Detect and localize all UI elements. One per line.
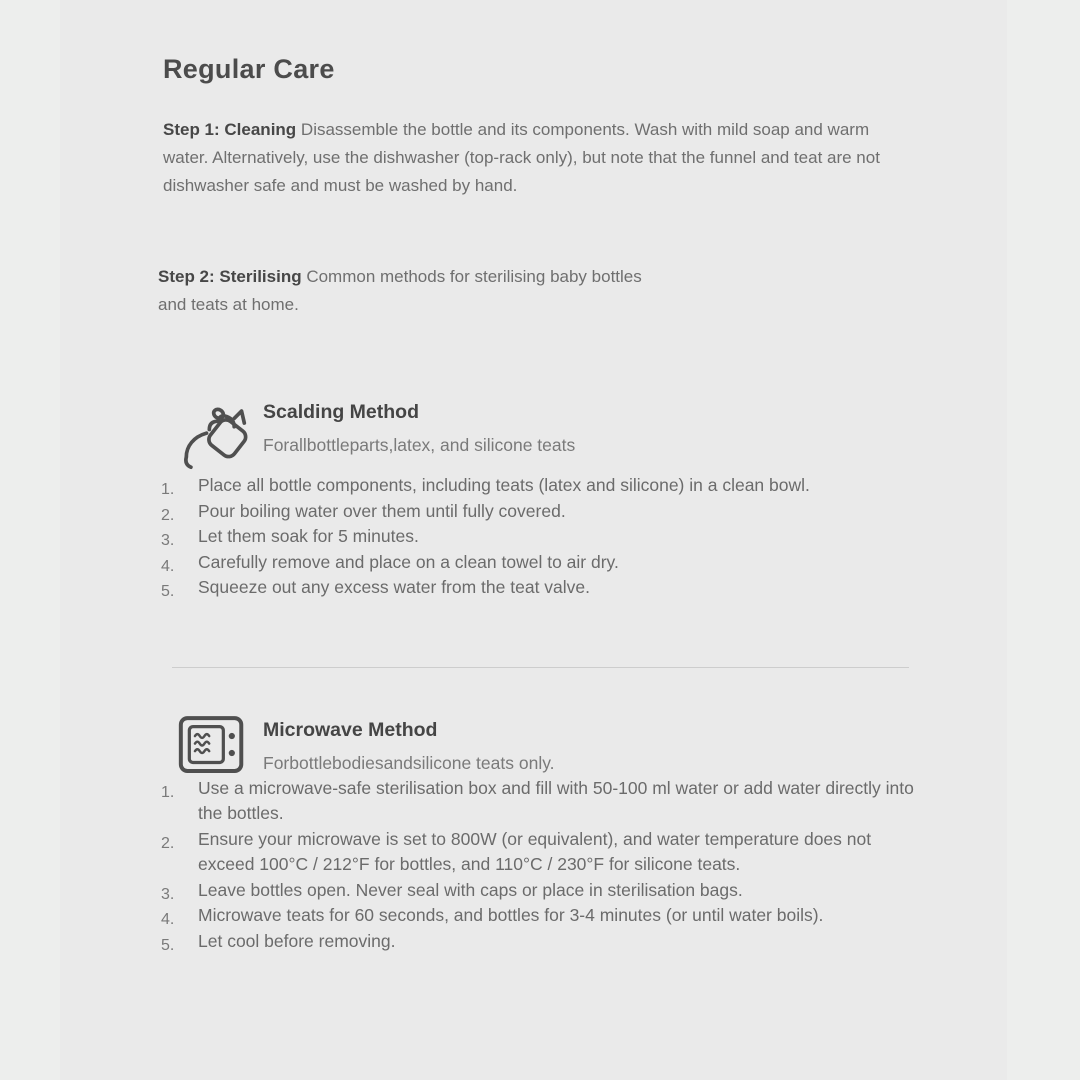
section-divider xyxy=(172,667,909,668)
list-item-number: 2. xyxy=(161,834,175,852)
step-1-cleaning-paragraph xyxy=(163,116,903,200)
scalding-method-title: Scalding Method xyxy=(263,401,419,423)
list-item-text: Ensure your microwave is set to 800W (or equivalent), and water temperature does not exceed 100°C / 212°F for bottles, and 110°C / 230°F for silicone teats. xyxy=(198,828,872,874)
step-1-label: Step 1: Cleaning xyxy=(163,120,297,139)
list-item xyxy=(163,776,923,827)
list-item-text: Microwave teats for 60 seconds, and bottles for 3-4 minutes (or until water boils). xyxy=(198,905,824,925)
microwave-method-header xyxy=(163,713,910,776)
page-title: Regular Care xyxy=(163,54,335,84)
list-item xyxy=(163,550,923,576)
list-item-number: 5. xyxy=(161,583,175,600)
list-item xyxy=(163,929,923,955)
list-item xyxy=(163,499,923,525)
step-1-text: Disassemble the bottle and its components. Wash with mild soap and warm water. Alternatively, use the dishwasher (top-rack only), but note that the funnel and teat are not dishwasher safe and must be washed by hand. xyxy=(163,120,880,195)
list-item-number: 1. xyxy=(161,783,175,801)
list-item-number: 2. xyxy=(161,506,175,524)
scalding-steps-list xyxy=(163,473,923,601)
microwave-icon xyxy=(178,713,248,775)
list-item xyxy=(163,473,923,499)
list-item-text: Use a microwave-safe sterilisation box and fill with 50-100 ml water or add water directly into the bottles. xyxy=(198,777,914,823)
list-item-text: Place all bottle components, including teats (latex and silicone) in a clean bowl. xyxy=(198,475,810,495)
list-item xyxy=(163,575,923,601)
list-item-number: 4. xyxy=(161,911,175,928)
microwave-method-title: Microwave Method xyxy=(263,718,438,741)
list-item xyxy=(163,827,923,878)
step-2-text: Common methods for sterilising baby bottles and teats at home. xyxy=(158,267,642,314)
microwave-method-titles xyxy=(263,713,555,776)
care-instructions-page xyxy=(158,52,914,954)
list-item-number: 5. xyxy=(161,936,175,954)
list-item-text: Pour boiling water over them until fully covered. xyxy=(198,500,566,521)
kettle-pour-icon xyxy=(178,395,248,473)
scalding-method-subtitle: Forallbottleparts,latex, and silicone teats xyxy=(263,435,576,455)
list-item-text: Squeeze out any excess water from the teat valve. xyxy=(198,577,591,597)
list-item xyxy=(163,878,923,904)
list-item-text: Let cool before removing. xyxy=(198,930,396,951)
list-item-text: Leave bottles open. Never seal with caps or place in sterilisation bags. xyxy=(198,879,743,900)
list-item-text: Carefully remove and place on a clean towel to air dry. xyxy=(198,551,619,572)
list-item-number: 4. xyxy=(161,557,175,575)
list-item-number: 3. xyxy=(161,885,175,903)
scalding-method-header xyxy=(163,395,910,473)
list-item-number: 3. xyxy=(161,532,175,549)
list-item xyxy=(163,903,923,929)
step-2-label: Step 2: Sterilising xyxy=(158,267,302,286)
list-item xyxy=(163,524,923,550)
list-item-number: 1. xyxy=(161,481,175,498)
step-2-sterilising-paragraph xyxy=(158,263,653,319)
list-item-text: Let them soak for 5 minutes. xyxy=(198,526,419,546)
scalding-method-titles xyxy=(263,395,575,458)
microwave-steps-list xyxy=(163,776,923,955)
microwave-method-subtitle: Forbottlebodiesandsilicone teats only. xyxy=(263,752,555,773)
